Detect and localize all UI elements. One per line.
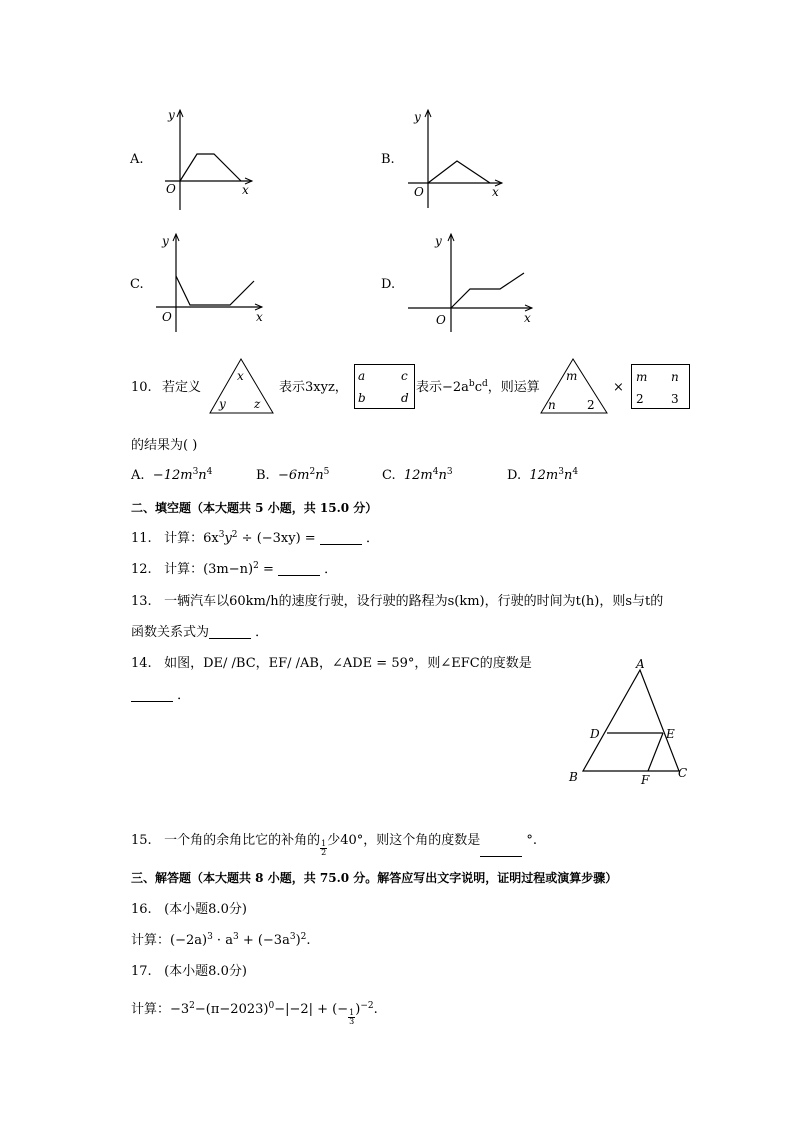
q17-e2: 0	[268, 1001, 275, 1011]
q12-post: =	[258, 562, 279, 577]
q15-frac-den: 2	[321, 848, 327, 857]
choice-b-mid: n	[315, 468, 324, 483]
q17-mid2: −|−2| + (−	[274, 1002, 349, 1017]
q11	[131, 532, 379, 545]
q16-e3: 3	[289, 932, 296, 942]
q13-line2	[131, 626, 268, 639]
q17-body	[131, 1003, 378, 1026]
box1-c: c	[401, 369, 408, 383]
point-f-label: F	[641, 773, 650, 787]
q12-pre: 计算：(3m−n)	[164, 562, 254, 577]
q15-number: 15.	[131, 833, 152, 848]
q10-times: ×	[613, 380, 624, 395]
q11-end: ．	[365, 531, 379, 546]
q14-figure	[560, 652, 700, 792]
x-axis-label: x	[242, 183, 249, 197]
q12-number: 12.	[131, 562, 152, 577]
choice-a-pre: −12m	[152, 468, 193, 483]
choice-a-e2: 4	[206, 467, 213, 477]
q16-e2: 3	[232, 932, 239, 942]
q17-mid3: )	[355, 1002, 361, 1017]
q10-choice-b	[256, 469, 329, 482]
choice-c-e2: 3	[446, 467, 453, 477]
option-c-label: C.	[130, 277, 144, 292]
choice-d-mid: n	[563, 468, 573, 483]
graph-c	[150, 230, 270, 335]
q10-number: 10.	[131, 380, 152, 395]
q15-end: °.	[526, 833, 538, 848]
y-axis-label: y	[162, 234, 169, 248]
x-axis-label: x	[492, 185, 499, 199]
q11-e2: 2	[231, 530, 238, 540]
choice-b-e1: 2	[309, 467, 316, 477]
q10-choice-c	[382, 469, 453, 482]
choice-c-pre: 12m	[403, 468, 433, 483]
tri2-left: n	[548, 398, 556, 412]
q11-post: ÷ (−3xy) =	[237, 531, 320, 546]
q13-end: ．	[255, 625, 269, 640]
point-e-label: E	[666, 727, 675, 741]
q16-mid3: )	[295, 933, 301, 948]
q13-line1	[131, 595, 663, 608]
section-3-heading: 三、解答题（本大题共 8 小题，共 75.0 分。解答应写出文字说明，证明过程或演算步骤）	[131, 871, 618, 885]
q14-text: 如图，DE/ /BC，EF/ /AB，∠ADE = 59°，则∠EFC的度数是	[164, 656, 532, 671]
q10-means2-post: ，则运算	[487, 380, 540, 395]
q15-pre: 一个角的余角比它的补角的	[164, 833, 321, 848]
section-2-heading: 二、填空题（本大题共 5 小题，共 15.0 分）	[131, 501, 378, 515]
option-d-label: D.	[381, 277, 396, 292]
q10-means2	[416, 381, 540, 394]
q10-choice-d	[507, 469, 578, 482]
x-axis-label: x	[524, 311, 531, 325]
origin-label: O	[414, 185, 424, 199]
box2-b: 2	[636, 392, 644, 406]
box2-c: n	[671, 370, 679, 384]
q11-mid: y	[224, 531, 232, 546]
q17-score: (本小题8.0分)	[164, 964, 247, 979]
choice-b-e2: 5	[323, 467, 330, 477]
origin-label: O	[166, 182, 176, 196]
choice-b-label: B.	[256, 468, 270, 483]
q17-e1: 2	[189, 1001, 195, 1011]
choice-c-label: C.	[382, 468, 396, 483]
choice-b-pre: −6m	[277, 468, 310, 483]
q16-header	[131, 903, 247, 916]
box1-d: d	[401, 391, 409, 405]
q16-e1: 3	[207, 932, 213, 942]
choice-c-e1: 4	[432, 467, 439, 477]
q10-means2-sup2: d	[481, 379, 488, 389]
q17-end: .	[373, 1002, 378, 1017]
triangle-xyz	[207, 356, 277, 416]
choice-d-e1: 3	[558, 467, 564, 477]
box2-d: 3	[671, 392, 679, 406]
y-axis-label: y	[414, 110, 421, 124]
q16-mid1: · a	[212, 933, 233, 948]
q14-line2	[131, 689, 190, 702]
q10-means2-sup1: b	[468, 379, 475, 389]
origin-label: O	[162, 310, 172, 324]
q17-e3: −2	[360, 1001, 374, 1011]
q17-pre: 计算：−3	[131, 1002, 190, 1017]
choice-d-e2: 4	[572, 467, 579, 477]
q10-choice-a	[131, 469, 212, 482]
box-abcd	[354, 364, 416, 410]
q10-lead: 若定义	[162, 380, 202, 395]
tri2-right: 2	[587, 398, 595, 412]
box2-a: m	[636, 370, 648, 384]
tri1-left: y	[219, 397, 226, 411]
q10-means1: 表示3xyz，	[279, 380, 348, 395]
choice-a-mid: n	[198, 468, 207, 483]
q14-line1	[131, 657, 532, 670]
choice-c-mid: n	[438, 468, 447, 483]
tri1-right: z	[254, 397, 261, 411]
x-axis-label: x	[256, 310, 263, 324]
graph-d	[400, 230, 540, 335]
point-a-label: A	[636, 657, 645, 671]
y-axis-label: y	[435, 234, 442, 248]
q12-end: ．	[324, 562, 338, 577]
q17-frac-num: 1	[349, 1008, 355, 1017]
q13-number: 13.	[131, 594, 152, 609]
q17-frac-den: 3	[349, 1017, 355, 1026]
q10-tail: 的结果为( )	[131, 438, 198, 453]
q16-end: .	[306, 933, 311, 948]
choice-a-label: A.	[131, 468, 145, 483]
q10-means2-pre: 表示−2a	[416, 380, 469, 395]
q16-pre: 计算：(−2a)	[131, 933, 208, 948]
option-b-label: B.	[381, 152, 395, 167]
tri2-top: m	[566, 369, 578, 383]
q17-mid1: −(π−2023)	[194, 1002, 269, 1017]
q16-e4: 2	[300, 932, 307, 942]
q16-body	[131, 934, 311, 947]
y-axis-label: y	[168, 108, 175, 122]
box1-a: a	[358, 369, 366, 383]
q11-e1: 3	[218, 530, 225, 540]
q16-mid2: + (−3a	[238, 933, 290, 948]
choice-a-e1: 3	[192, 467, 199, 477]
q15-answer-blank[interactable]	[480, 855, 522, 857]
q15-post: 少40°，则这个角的度数是	[327, 833, 481, 848]
tri1-top: x	[237, 369, 244, 383]
q11-pre: 计算：6x	[164, 531, 219, 546]
choice-d-pre: 12m	[529, 468, 559, 483]
point-c-label: C	[678, 766, 688, 780]
box1-b: b	[358, 391, 366, 405]
q13-text1: 一辆汽车以60km/h的速度行驶，设行驶的路程为s(km)，行驶的时间为t(h)，则s与t的	[164, 594, 664, 609]
q17-header	[131, 965, 247, 978]
origin-label: O	[436, 313, 446, 327]
q14-number: 14.	[131, 656, 152, 671]
q13-text2: 函数关系式为	[131, 625, 210, 640]
q16-number: 16.	[131, 902, 152, 917]
q15-frac-num: 1	[321, 839, 327, 848]
q14-answer-blank[interactable]	[131, 700, 173, 702]
option-a-label: A.	[130, 152, 144, 167]
triangle-mn2	[538, 356, 610, 416]
q11-number: 11.	[131, 531, 152, 546]
q15	[131, 834, 537, 857]
q10-means2-mid: c	[474, 380, 482, 395]
q11-answer-blank[interactable]	[320, 543, 362, 545]
q12-answer-blank[interactable]	[278, 574, 320, 576]
q17-number: 17.	[131, 964, 152, 979]
q12-e1: 2	[253, 561, 259, 571]
graph-a	[150, 105, 260, 215]
q12	[131, 563, 337, 576]
q16-score: (本小题8.0分)	[164, 902, 247, 917]
box-mn23	[631, 364, 691, 410]
graph-b	[400, 105, 510, 215]
q13-answer-blank[interactable]	[209, 637, 251, 639]
point-b-label: B	[569, 770, 578, 784]
q14-end: ．	[177, 688, 191, 703]
point-d-label: D	[590, 727, 600, 741]
choice-d-label: D.	[507, 468, 522, 483]
